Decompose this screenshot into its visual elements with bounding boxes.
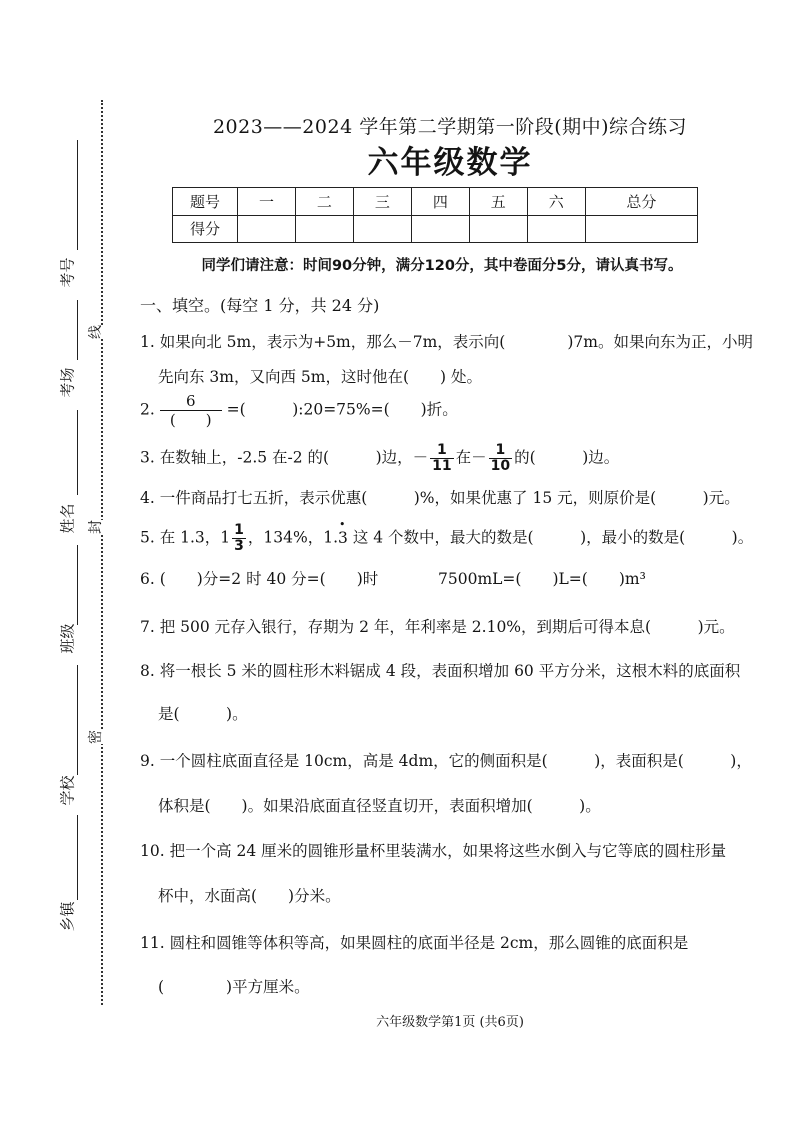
question-4: 4. 一件商品打七五折，表示优惠( )%，如果优惠了 15 元，则原价是( )元。 <box>140 489 740 507</box>
question-5-post: 这 4 个数中，最大的数是( )，最小的数是( )。 <box>347 528 754 547</box>
score-cell-6[interactable] <box>527 215 585 243</box>
col-3: 三 <box>353 188 411 216</box>
fraction-numerator: 1 <box>489 443 512 459</box>
label-banji: 班级 <box>58 623 77 654</box>
score-cell-1[interactable] <box>238 215 296 243</box>
score-table-score-row <box>173 215 698 243</box>
col-4: 四 <box>411 188 469 216</box>
banji-line <box>77 545 78 625</box>
question-6-part-1: 6. ( )分=2 时 40 分=( )时 <box>140 570 379 588</box>
question-2 <box>140 392 458 429</box>
fraction-numerator: 1 <box>234 522 244 538</box>
question-2-number: 2. <box>140 400 155 419</box>
question-9-line-2: 体积是( )。如果沿底面直径竖直切开，表面积增加( )。 <box>158 797 601 815</box>
col-5: 五 <box>469 188 527 216</box>
row-label-tihao: 题号 <box>173 188 238 216</box>
xingming-line <box>77 410 78 495</box>
cut-mark-feng: 封 <box>85 520 105 534</box>
question-11-line-2: ( )平方厘米。 <box>158 978 310 996</box>
score-table-header-row <box>173 188 698 216</box>
question-5-pre: 5. 在 1.3，1 <box>140 528 231 547</box>
question-2-fraction <box>160 392 222 429</box>
score-cell-2[interactable] <box>295 215 353 243</box>
fraction-denominator: 3 <box>234 538 244 554</box>
question-8-line-1: 8. 将一根长 5 米的圆柱形木料锯成 4 段，表面积增加 60 平方分米，这根木料的底面积 <box>140 662 741 680</box>
question-3-fraction-1 <box>430 443 453 474</box>
question-3-mid: 在－ <box>455 448 487 467</box>
repeating-digit: • 3 <box>338 527 348 549</box>
label-xiangzhen: 乡镇 <box>58 901 77 932</box>
question-6-part-2: 7500mL=( )L=( )m³ <box>438 570 646 588</box>
col-2: 二 <box>295 188 353 216</box>
question-3-post: 的( )边。 <box>514 448 620 467</box>
score-cell-4[interactable] <box>411 215 469 243</box>
question-1-line-1: 1. 如果向北 5m，表示为+5m，那么－7m，表示向( )7m。如果向东为正，小明 <box>140 333 753 351</box>
section-title: 一、填空。(每空 1 分，共 24 分) <box>140 296 380 315</box>
label-kaochang: 考场 <box>58 367 77 398</box>
cut-mark-mi: 密 <box>85 730 105 744</box>
fraction-denominator: ( ) <box>169 411 212 429</box>
cut-mark-xian: 线 <box>85 325 105 339</box>
fraction-denominator: 10 <box>490 458 511 474</box>
score-cell-total[interactable] <box>585 215 697 243</box>
question-3-pre: 3. 在数轴上，-2.5 在-2 的( )边，－ <box>140 448 429 467</box>
label-xingming: 姓名 <box>58 503 77 534</box>
question-3 <box>140 443 619 474</box>
exam-subject: 六年级数学 <box>367 145 533 181</box>
kaohao-line <box>77 140 78 250</box>
page-footer: 六年级数学第1页 (共6页) <box>376 1015 524 1030</box>
label-kaohao: 考号 <box>58 257 77 288</box>
exam-notice: 同学们请注意：时间90分钟，满分120分，其中卷面分5分，请认真书写。 <box>201 258 683 274</box>
question-10-line-1: 10. 把一个高 24 厘米的圆锥形量杯里装满水，如果将这些水倒入与它等底的圆柱形量 <box>140 842 727 860</box>
binding-strip <box>0 0 130 1124</box>
question-5-mid: ，134%，1. <box>247 528 339 547</box>
score-cell-3[interactable] <box>353 215 411 243</box>
question-9-line-1: 9. 一个圆柱底面直径是 10cm，高是 4dm，它的侧面积是( )，表面积是( )， <box>140 752 752 770</box>
score-table <box>172 187 698 243</box>
row-label-defen: 得分 <box>173 215 238 243</box>
question-2-rest: =( ):20=75%=( )折。 <box>226 400 458 419</box>
col-1: 一 <box>238 188 296 216</box>
fraction-numerator: 1 <box>430 443 453 459</box>
fraction-numerator: 6 <box>160 392 222 411</box>
question-11-line-1: 11. 圆柱和圆锥等体积等高，如果圆柱的底面半径是 2cm，那么圆锥的底面积是 <box>140 934 689 952</box>
question-5 <box>140 523 753 554</box>
question-8-line-2: 是( )。 <box>158 705 248 723</box>
score-cell-5[interactable] <box>469 215 527 243</box>
col-6: 六 <box>527 188 585 216</box>
question-10-line-2: 杯中，水面高( )分米。 <box>158 887 341 905</box>
question-7: 7. 把 500 元存入银行，存期为 2 年，年利率是 2.10%，到期后可得本息( )元。 <box>140 618 735 636</box>
col-total: 总分 <box>585 188 697 216</box>
xiangzhen-line <box>77 815 78 900</box>
question-1-line-2: 先向东 3m，又向西 5m，这时他在( ) 处。 <box>158 368 482 386</box>
question-5-fraction <box>232 523 246 554</box>
cut-dotted-line <box>101 100 103 1005</box>
fraction-denominator: 11 <box>432 458 452 474</box>
label-xuexiao: 学校 <box>58 775 77 806</box>
xuexiao-line <box>77 665 78 775</box>
kaochang-line <box>77 300 78 360</box>
question-3-fraction-2 <box>489 443 512 474</box>
exam-title: 2023——2024 学年第二学期第一阶段(期中)综合练习 <box>212 116 688 138</box>
